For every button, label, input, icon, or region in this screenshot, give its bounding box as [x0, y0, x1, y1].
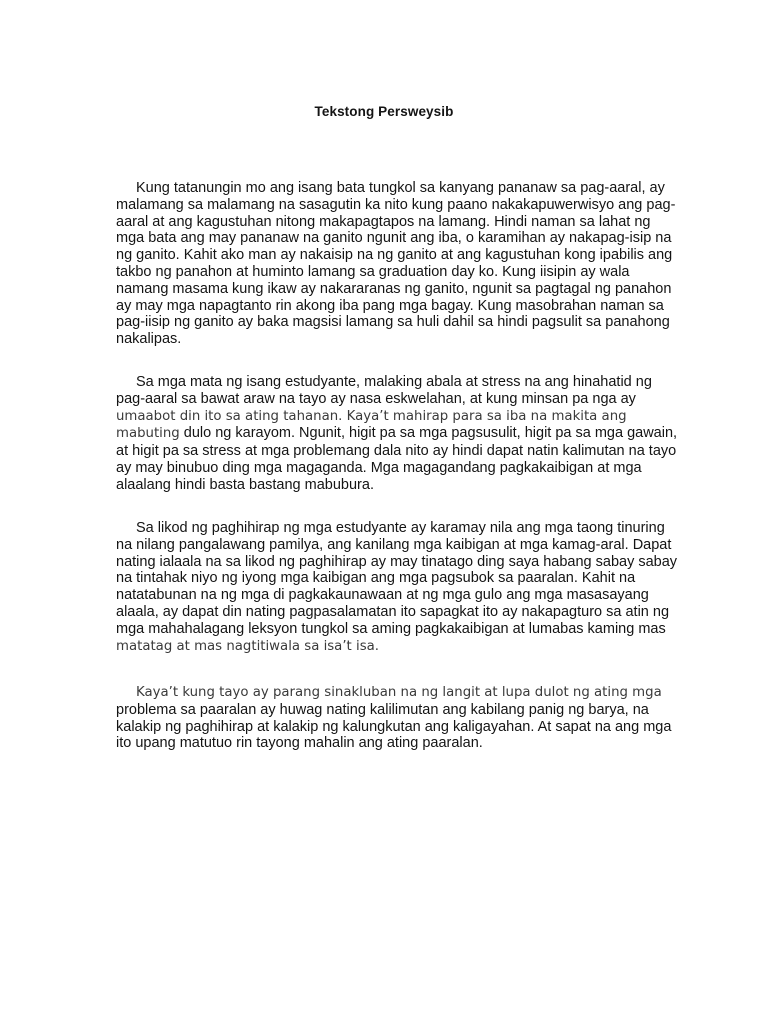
paragraph-4 [116, 684, 678, 752]
paragraph-2 [116, 374, 678, 494]
paragraph-2-text-b: dulo ng karayom. Ngunit, higit pa sa mga pagsusulit, higit pa sa mga gawain, at higit pa sa stress at mga problemang dala nito ay hindi dapat natin kalimutan na tayo ay may binubuo ding mga magaganda. Mga magagandang pagkakaibigan at mga alaalang hindi basta bastang mabubura. [116, 425, 678, 493]
paragraph-3-text-a: Sa likod ng paghihirap ng mga estudyante ay karamay nila ang mga taong tinuring na nilang pangalawang pamilya, ang kanilang mga kaibigan at mga kamag-aral. Dapat nating ialaala na sa likod ng paghihirap ay may tinatago ding saya habang sabay sabay na tintahak niyo ng iyong mga kaibigan ang mga pagsubok sa paaralan. Kahit na natatabunan na ng mga di pagkakaunawaan at ng mga gulo ang mga masasayang alaala, ay dapat din nating pagpasalamatan ito sapagkat ito ay nakapagturo sa atin ng mga mahahalagang leksyon tungkol sa aming pagkakaibigan at lumabas kaming mas [116, 520, 678, 637]
paragraph-1-text: Kung tatanungin mo ang isang bata tungkol sa kanyang pananaw sa pag-aaral, ay malamang sa malamang na sasagutin ka nito kung paano nakakapuwerwisyo ang pag-aaral at ang kagustuhan nitong makapagtapos na lamang. Hindi naman sa lahat ng mga bata ang may pananaw na ganito ngunit ang iba, o karamihan ay nakapag-isip na ng ganito. Kahit ako man ay nakaisip na ng ganito at ang kagustuhan kong ipabilis ang takbo ng panahon at huminto lamang sa graduation day ko. Kung iisipin ay wala namang masama kung ikaw ay nakararanas ng ganito, ngunit sa pagtagal ng panahon ay may mga napagtanto rin akong iba pang mga bagay. Kung masobrahan naman sa pag-iisip ng ganito ay baka magsisi lamang sa huli dahil sa hindi pagsulit sa panahong nakalipas. [116, 180, 676, 348]
document-title: Tekstong Persweysib [314, 104, 454, 119]
paragraph-4-text-b: problema sa paaralan ay huwag nating kalilimutan ang kabilang panig ng barya, na kalakip ng paghihirap at kalakip ng kalungkutan ang kaligayahan. At sapat na ang mga ito upang matutuo rin tayong mahalin ang ating paaralan. [116, 701, 672, 752]
paragraph-3 [116, 520, 678, 655]
paragraph-1 [116, 180, 678, 348]
paragraph-2-text-soft: umaabot din ito sa ating tahanan. Kaya’t mahirap para sa iba na makita ang mabuting [116, 408, 627, 442]
paragraph-2-text-a: Sa mga mata ng isang estudyante, malaking abala at stress na ang hinahatid ng pag-aaral sa bawat araw na tayo ay nasa eskwelahan, at kung minsan pa nga ay [116, 374, 652, 407]
paragraph-3-text-soft: matatag at mas nagtitiwala sa isa’t isa. [116, 638, 379, 654]
paragraph-4-text-soft: Kaya’t kung tayo ay parang sinakluban na ng langit at lupa dulot ng ating mga [136, 685, 662, 700]
